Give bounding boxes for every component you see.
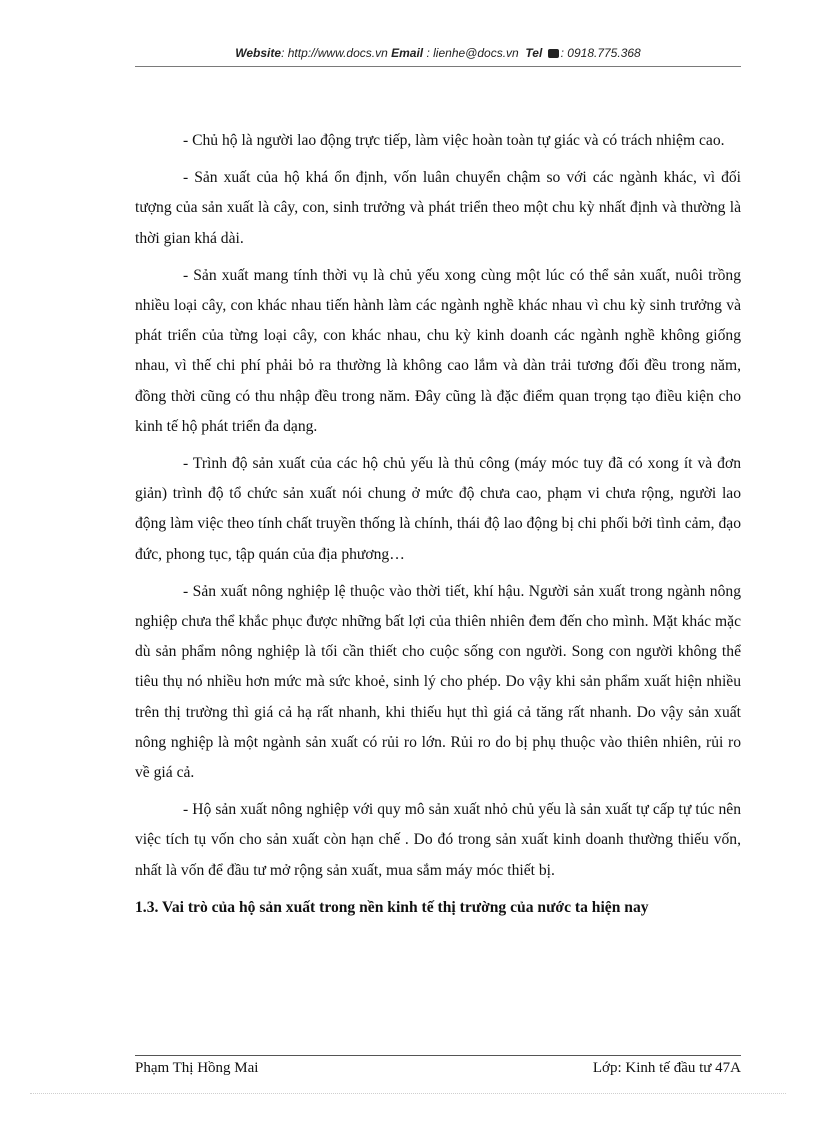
email-value[interactable]: : lienhe@docs.vn xyxy=(423,46,519,60)
tel-label: Tel xyxy=(525,46,543,60)
footer-divider xyxy=(135,1055,741,1056)
paragraph: - Chủ hộ là người lao động trực tiếp, làm việc hoàn toàn tự giác và có trách nhiệm cao. xyxy=(183,132,725,149)
paragraph: - Hộ sản xuất nông nghiệp với quy mô sản xuất nhỏ chủ yếu là sản xuất tự cấp tự túc nên việc tích tụ vốn cho sản xuất còn hạn chế . Do đó trong sản xuất kinh doanh thường thiếu vốn, nhất là vốn để đầu tư mở rộng sản xuất, mua sắm máy móc thiết bị. xyxy=(135,801,741,879)
website-label: Website xyxy=(235,46,282,60)
document-body xyxy=(135,126,741,923)
website-value[interactable]: : http://www.docs.vn xyxy=(281,46,388,60)
paragraph: - Sản xuất của hộ khá ổn định, vốn luân chuyển chậm so với các ngành khác, vì đối tượng của sản xuất là cây, con, sinh trưởng và phát triển theo một chu kỳ nhất định và thường là thời gian khá dài. xyxy=(135,169,741,247)
page-bottom-edge xyxy=(30,1093,786,1094)
page-header xyxy=(135,46,741,60)
paragraph: - Trình độ sản xuất của các hộ chủ yếu là thủ công (máy móc tuy đã có xong ít và đơn giản) trình độ tổ chức sản xuất nói chung ở mức độ chưa cao, phạm vi chưa rộng, người lao động làm việc theo tính chất truyền thống là chính, thái độ lao động bị chi phối bởi tình cảm, đạo đức, phong tục, tập quán của địa phương… xyxy=(135,455,741,563)
paragraph: - Sản xuất mang tính thời vụ là chủ yếu xong cùng một lúc có thể sản xuất, nuôi trồng nhiều loại cây, con khác nhau tiến hành làm các ngành nghề khác nhau vì chu kỳ sinh trưởng và phát triển của từng loại cây, con khác nhau, chu kỳ kinh doanh các ngành nghề không giống nhau, vì thế chi phí phải bỏ ra thường là không cao lắm và dàn trải tương đối đều trong năm, đồng thời cũng có thu nhập đều trong năm. Đây cũng là đặc điểm quan trọng tạo điều kiện cho kinh tế hộ phát triển đa dạng. xyxy=(135,266,741,435)
footer-author: Phạm Thị Hồng Mai xyxy=(135,1060,259,1076)
tel-value: : 0918.775.368 xyxy=(560,46,641,60)
paragraph: - Sản xuất nông nghiệp lệ thuộc vào thời tiết, khí hậu. Người sản xuất trong ngành nông nghiệp chưa thể khắc phục được những bất lợi của thiên nhiên đem đến cho mình. Mặt khác mặc dù sản phẩm nông nghiệp là tối cần thiết cho cuộc sống con người. Song con người không thể tiêu thụ nó nhiều hơn mức mà sức khoẻ, sinh lý cho phép. Do vậy khi sản phẩm xuất hiện nhiều trên thị trường thì giá cả hạ rất nhanh, khi thiếu hụt thì giá cả tăng rất nhanh. Do vậy sản xuất nông nghiệp là một ngành sản xuất có rủi ro lớn. Rủi ro do bị phụ thuộc vào thiên nhiên, rủi ro về giá cả. xyxy=(135,582,741,782)
email-label: Email xyxy=(391,46,424,60)
phone-icon xyxy=(548,49,559,58)
header-divider xyxy=(135,66,741,67)
section-heading: 1.3. Vai trò của hộ sản xuất trong nền kinh tế thị trường của nước ta hiện nay xyxy=(135,898,649,916)
footer-class: Lớp: Kinh tế đầu tư 47A xyxy=(592,1060,741,1076)
